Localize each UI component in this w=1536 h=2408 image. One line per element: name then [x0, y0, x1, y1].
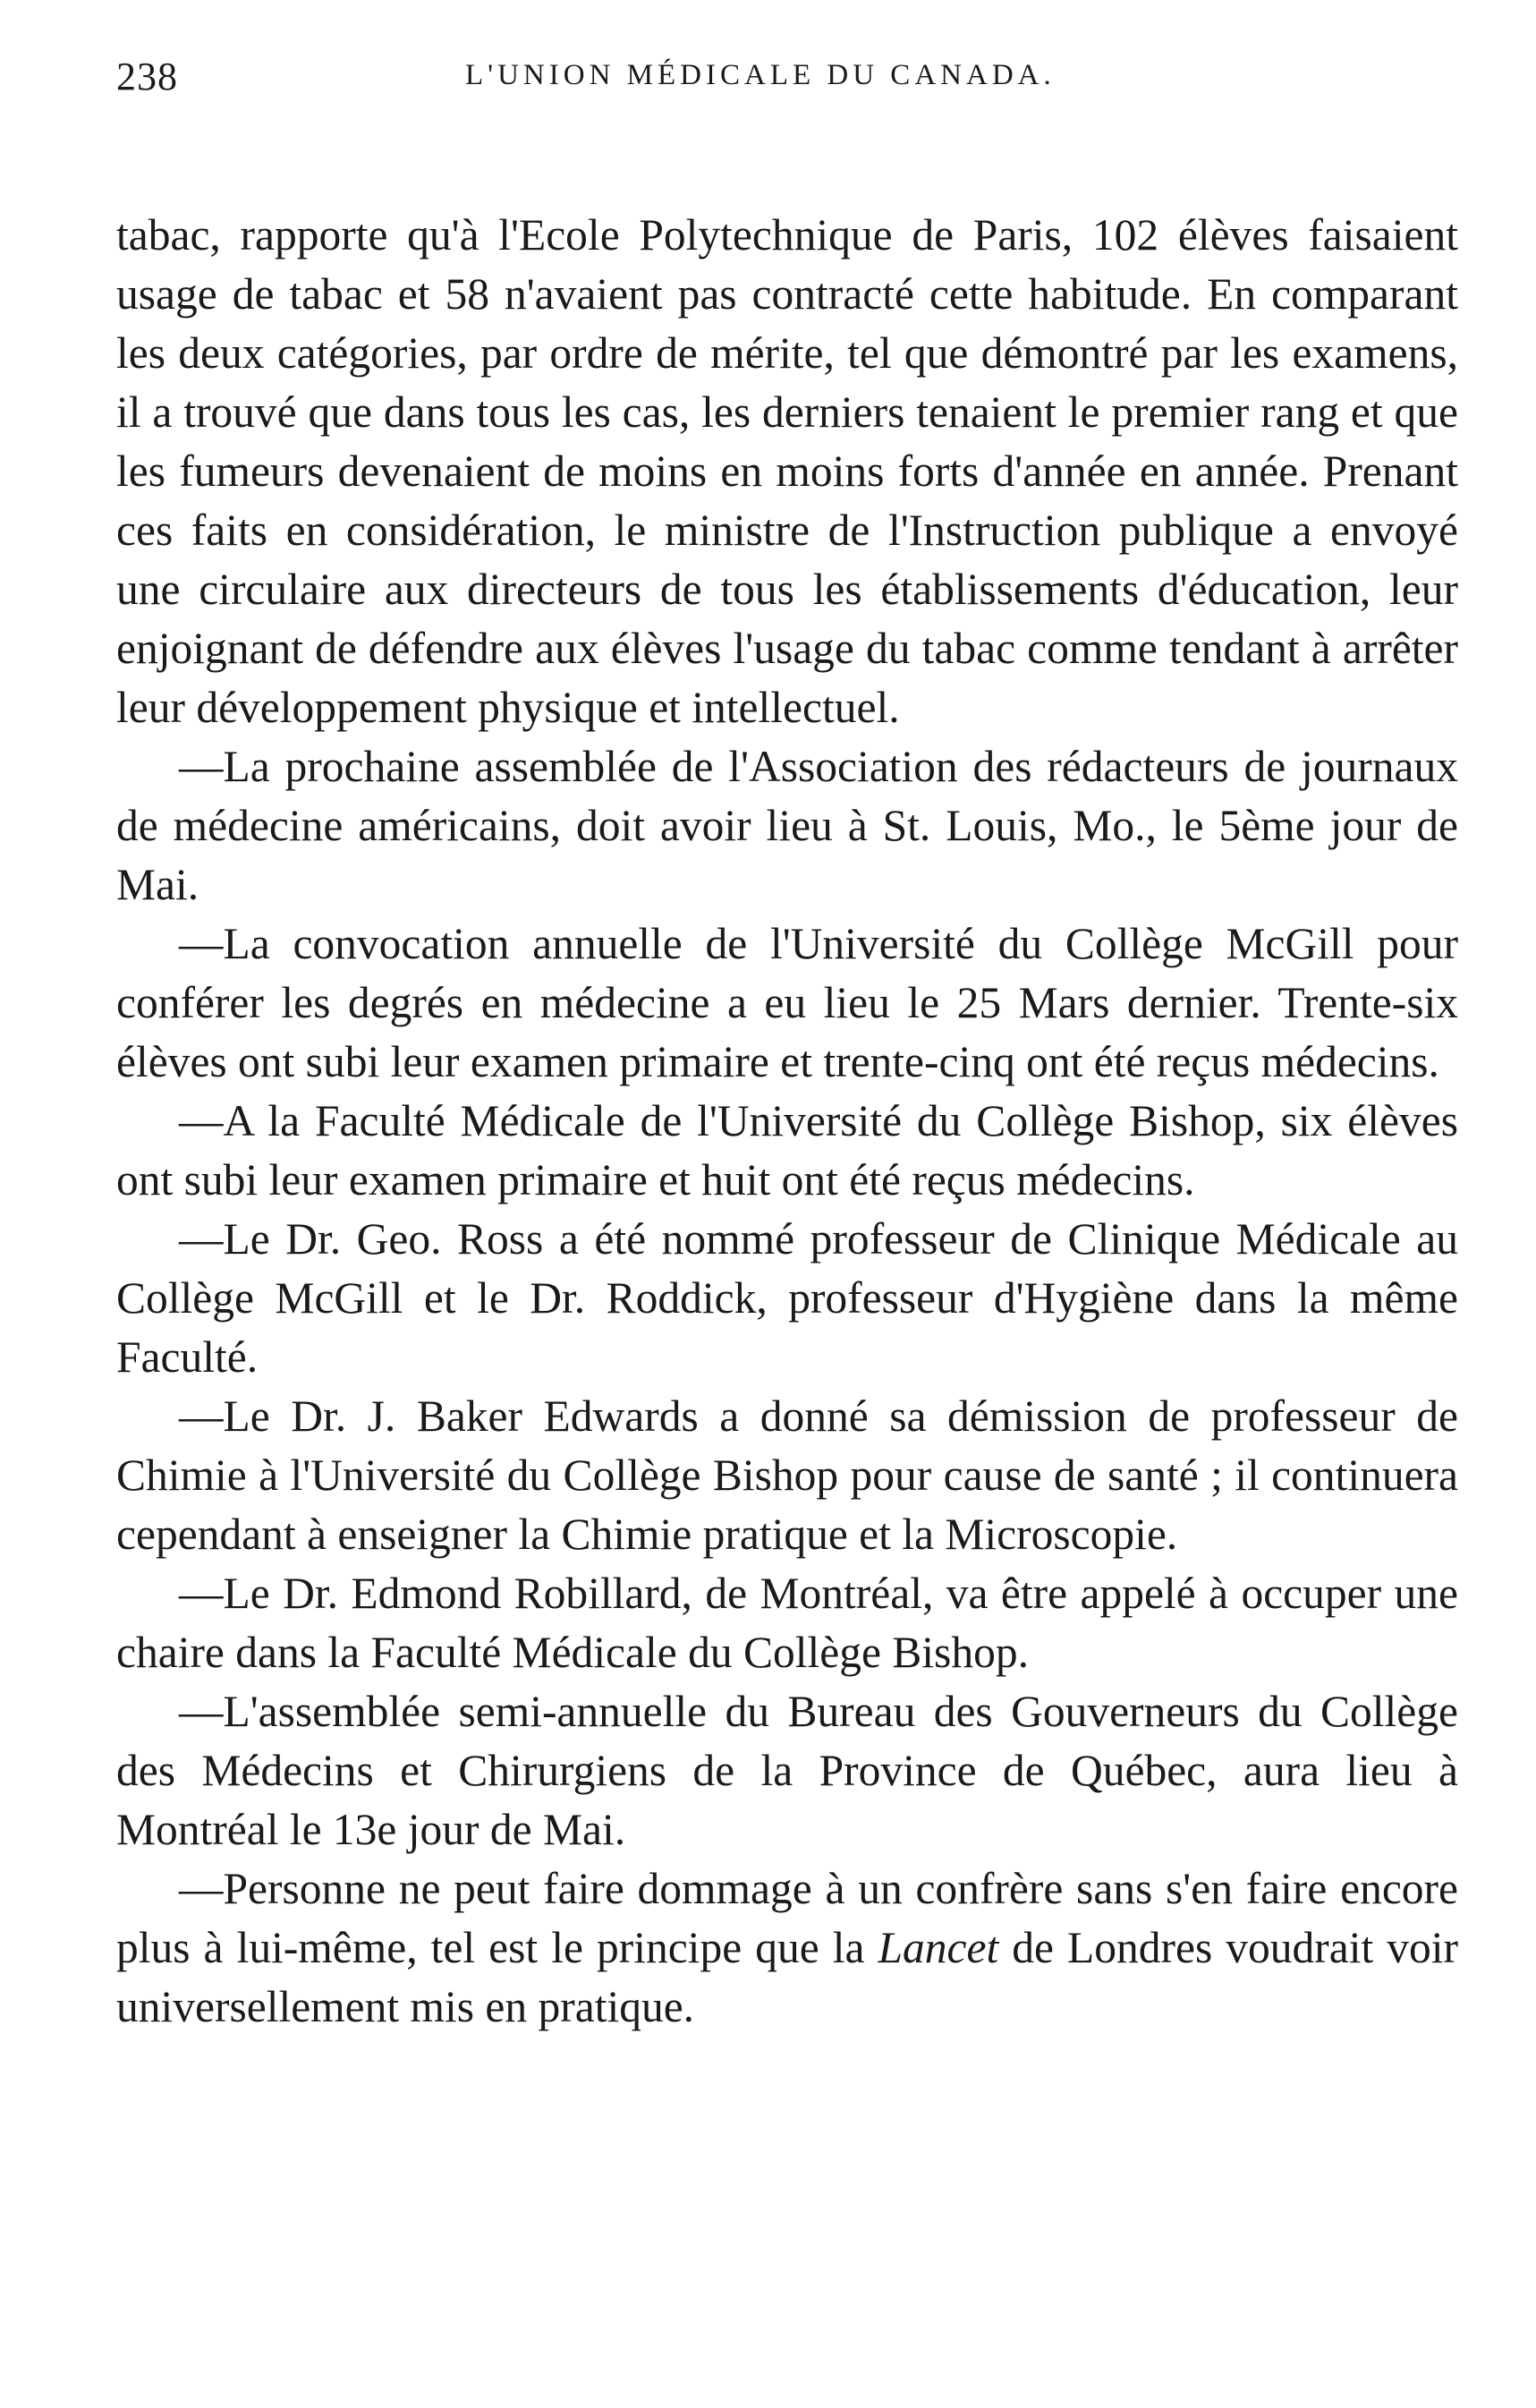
paragraph-governors-assembly: —L'assemblée semi-annuelle du Bureau des Gouverneurs du Collège des Médecins et Chirurgiens de la Province de Québec, aura lieu à Montréal le 13e jour de Mai.: [116, 1687, 1458, 1854]
paragraph-tabac-study: tabac, rapporte qu'à l'Ecole Polytechnique de Paris, 102 élèves faisaient usage de tabac et 58 n'avaient pas contracté cette habitude. En comparant les deux catégories, par ordre de mérite, tel que démontré par les examens, il a trouvé que dans tous les cas, les derniers tenaient le premier rang et que les fumeurs devenaient de moins en moins forts d'année en année. Prenant ces faits en considération, le ministre de l'Instruction publique a envoyé une circulaire aux directeurs de tous les établissements d'éducation, leur enjoignant de défendre aux élèves l'usage du tabac comme tendant à arrêter leur développement physique et intellectuel.: [116, 210, 1458, 732]
journal-title: L'UNION MÉDICALE DU CANADA.: [465, 59, 1056, 91]
book-page: [116, 54, 1458, 2362]
lancet-text-after: de Londres voudrait voir universellement mis en pratique.: [116, 1923, 1459, 2031]
paragraph-mcgill-convocation: —La convocation annuelle de l'Université du Collège McGill pour conférer les degrés en médecine a eu lieu le 25 Mars dernier. Trente-six élèves ont subi leur examen primaire et trente-cinq ont été reçus médecins.: [116, 919, 1458, 1086]
lancet-text-before: —Personne ne peut faire dommage à un confrère sans s'en faire encore plus à lui-même, tel est le principe que la: [116, 1864, 1458, 1972]
paragraph-baker-edwards: —Le Dr. J. Baker Edwards a donné sa démission de professeur de Chimie à l'Université du Collège Bishop pour cause de santé ; il continuera cependant à enseigner la Chimie pratique et la Microscopie.: [116, 1391, 1458, 1559]
paragraph-association-meeting: —La prochaine assemblée de l'Association des rédacteurs de journaux de médecine américains, doit avoir lieu à St. Louis, Mo., le 5ème jour de Mai.: [116, 742, 1458, 909]
page-number: 238: [116, 55, 178, 98]
paragraph-lancet-principle: [116, 1859, 1458, 2037]
paragraph-robillard: —Le Dr. Edmond Robillard, de Montréal, va être appelé à occuper une chaire dans la Faculté Médicale du Collège Bishop.: [116, 1569, 1458, 1677]
running-head: [116, 54, 1458, 134]
lancet-journal-name: Lancet: [878, 1923, 999, 1972]
paragraph-ross-appointment: —Le Dr. Geo. Ross a été nommé professeur de Clinique Médicale au Collège McGill et le Dr. Roddick, professeur d'Hygiène dans la même Faculté.: [116, 1214, 1458, 1382]
paragraph-bishop-faculty: —A la Faculté Médicale de l'Université du Collège Bishop, six élèves ont subi leur examen primaire et huit ont été reçus médecins.: [116, 1096, 1458, 1204]
body-text: [116, 206, 1458, 2037]
